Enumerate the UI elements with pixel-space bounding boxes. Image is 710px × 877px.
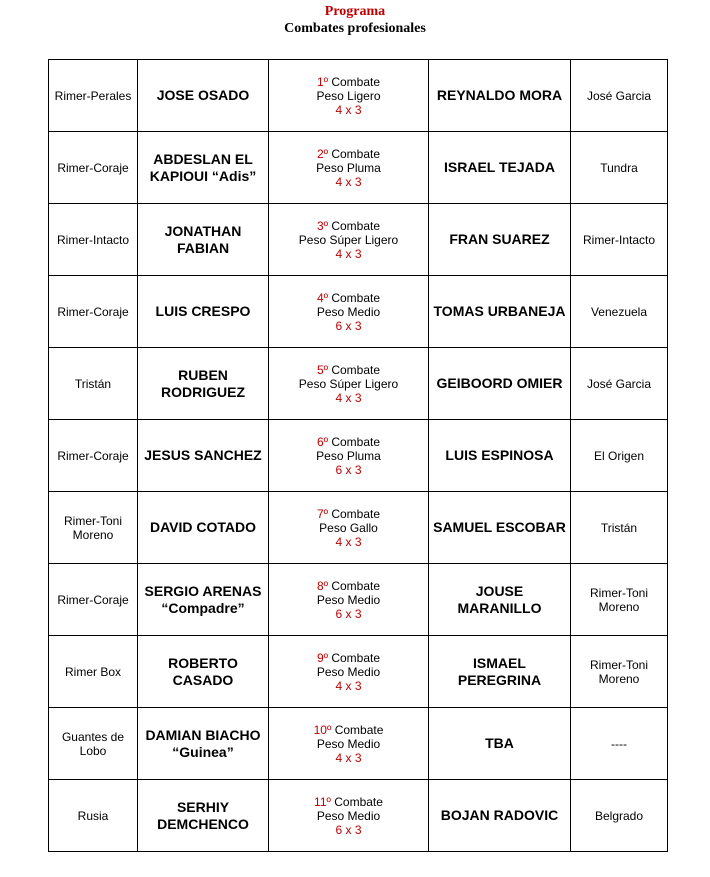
bout-label: Combate — [331, 218, 381, 233]
club-red-corner — [49, 708, 138, 780]
club-a-text: Rimer-Coraje — [57, 592, 129, 607]
fighter-a-name: JESUS SANCHEZ — [144, 447, 262, 463]
fighter-red-corner — [138, 348, 269, 420]
club-b-text: Tundra — [600, 160, 638, 175]
document-header — [0, 3, 710, 37]
fighter-blue-corner — [429, 348, 571, 420]
fighter-blue-corner — [429, 204, 571, 276]
rounds: 4 x 3 — [335, 246, 362, 261]
bout-label: Combate — [331, 290, 381, 305]
bout-info — [269, 636, 429, 708]
rounds: 4 x 3 — [335, 102, 362, 117]
fighter-a-name: LUIS CRESPO — [155, 303, 251, 319]
club-blue-corner — [571, 564, 668, 636]
fighter-b-name: ISMAEL PEREGRINA — [457, 654, 542, 688]
fighter-a-name: RUBEN RODRIGUEZ — [161, 366, 245, 400]
club-a-text: Rimer-Coraje — [57, 160, 129, 175]
bout-row — [49, 492, 668, 564]
fighter-red-corner — [138, 564, 269, 636]
weight-class: Peso Medio — [316, 304, 381, 319]
bout-row — [49, 276, 668, 348]
fighter-red-corner — [138, 708, 269, 780]
fighter-a-name: JOSE OSADO — [156, 87, 250, 103]
bout-number: 7º — [316, 506, 328, 521]
club-red-corner — [49, 564, 138, 636]
fighter-red-corner — [138, 420, 269, 492]
club-red-corner — [49, 60, 138, 132]
club-blue-corner — [571, 636, 668, 708]
club-b-text: Rimer-Toni Moreno — [589, 657, 648, 686]
bout-info — [269, 276, 429, 348]
club-red-corner — [49, 492, 138, 564]
fighter-red-corner — [138, 204, 269, 276]
fighter-blue-corner — [429, 492, 571, 564]
weight-class: Peso Ligero — [316, 88, 381, 103]
club-blue-corner — [571, 708, 668, 780]
bout-number: 3º — [316, 218, 328, 233]
bout-row — [49, 204, 668, 276]
rounds: 4 x 3 — [335, 390, 362, 405]
bout-number: 11º — [314, 794, 331, 809]
fighter-blue-corner — [429, 636, 571, 708]
club-a-text: Guantes de Lobo — [61, 729, 125, 758]
fighter-red-corner — [138, 492, 269, 564]
fighter-a-name: ABDESLAN EL KAPIOUI “Adis” — [149, 150, 257, 184]
rounds: 4 x 3 — [335, 174, 362, 189]
fighter-blue-corner — [429, 60, 571, 132]
club-b-text: Belgrado — [594, 808, 644, 823]
bout-info — [269, 564, 429, 636]
club-blue-corner — [571, 348, 668, 420]
club-blue-corner — [571, 780, 668, 852]
bout-info — [269, 132, 429, 204]
rounds: 4 x 3 — [335, 534, 362, 549]
bout-row — [49, 60, 668, 132]
bout-number: 6º — [316, 434, 328, 449]
fighter-b-name: REYNALDO MORA — [436, 87, 563, 103]
club-blue-corner — [571, 204, 668, 276]
rounds: 4 x 3 — [335, 678, 362, 693]
weight-class: Peso Medio — [316, 664, 381, 679]
rounds: 6 x 3 — [335, 822, 362, 837]
club-a-text: Rimer-Coraje — [57, 304, 129, 319]
bout-row — [49, 348, 668, 420]
bout-number: 2º — [316, 146, 328, 161]
bout-label: Combate — [331, 506, 381, 521]
bout-row — [49, 780, 668, 852]
fighter-red-corner — [138, 636, 269, 708]
fighter-a-name: ROBERTO CASADO — [168, 654, 238, 688]
weight-class: Peso Medio — [316, 808, 381, 823]
club-red-corner — [49, 780, 138, 852]
club-b-text: Tristán — [600, 520, 638, 535]
bout-label: Combate — [331, 578, 381, 593]
fighter-b-name: SAMUEL ESCOBAR — [433, 519, 566, 535]
club-a-text: Rimer-Toni Moreno — [63, 513, 122, 542]
fighter-b-name: GEIBOORD OMIER — [436, 375, 563, 391]
club-blue-corner — [571, 420, 668, 492]
bout-info — [269, 420, 429, 492]
club-b-text: El Origen — [593, 448, 645, 463]
bout-row — [49, 708, 668, 780]
fighter-blue-corner — [429, 564, 571, 636]
bout-label: Combate — [334, 722, 384, 737]
club-a-text: Rimer-Intacto — [56, 232, 130, 247]
bout-label: Combate — [331, 74, 381, 89]
bout-row — [49, 132, 668, 204]
document-title: Programa — [324, 4, 386, 19]
club-red-corner — [49, 204, 138, 276]
club-b-text: José Garcia — [586, 376, 652, 391]
club-a-text: Tristán — [74, 376, 112, 391]
rounds: 6 x 3 — [335, 606, 362, 621]
fighter-b-name: JOUSE MARANILLO — [457, 582, 542, 616]
weight-class: Peso Gallo — [319, 520, 378, 535]
bouts-table — [48, 59, 668, 852]
club-b-text: ---- — [611, 736, 627, 751]
bout-number: 10º — [313, 722, 332, 737]
bout-label: Combate — [334, 794, 383, 809]
bout-info — [269, 708, 429, 780]
club-b-text: Rimer-Intacto — [582, 232, 656, 247]
bout-label: Combate — [331, 146, 381, 161]
bout-label: Combate — [331, 362, 381, 377]
fighter-b-name: ISRAEL TEJADA — [444, 159, 555, 175]
bout-label: Combate — [331, 434, 381, 449]
club-a-text: Rimer Box — [64, 664, 121, 679]
weight-class: Peso Pluma — [316, 448, 381, 463]
rounds: 6 x 3 — [335, 318, 362, 333]
club-b-text: Rimer-Toni Moreno — [589, 585, 648, 614]
bout-info — [269, 492, 429, 564]
fighter-red-corner — [138, 276, 269, 348]
bout-number: 8º — [316, 578, 328, 593]
bout-number: 1º — [316, 74, 328, 89]
bout-number: 9º — [316, 650, 328, 665]
bout-label: Combate — [331, 650, 381, 665]
weight-class: Peso Súper Ligero — [298, 376, 399, 391]
fighter-a-name: SERGIO ARENAS “Compadre” — [144, 582, 262, 616]
club-b-text: José Garcia — [586, 88, 652, 103]
fighter-b-name: LUIS ESPINOSA — [445, 447, 554, 463]
club-red-corner — [49, 132, 138, 204]
club-a-text: Rimer-Perales — [54, 88, 132, 103]
fighter-blue-corner — [429, 780, 571, 852]
club-b-text: Venezuela — [590, 304, 648, 319]
fighter-blue-corner — [429, 708, 571, 780]
club-red-corner — [49, 276, 138, 348]
fighter-red-corner — [138, 60, 269, 132]
fighter-red-corner — [138, 780, 269, 852]
weight-class: Peso Medio — [316, 592, 381, 607]
rounds: 4 x 3 — [335, 750, 362, 765]
bout-row — [49, 636, 668, 708]
fighter-b-name: BOJAN RADOVIC — [440, 807, 559, 823]
club-red-corner — [49, 420, 138, 492]
fighter-blue-corner — [429, 420, 571, 492]
fighter-a-name: JONATHAN FABIAN — [164, 222, 242, 256]
bout-row — [49, 420, 668, 492]
bout-info — [269, 60, 429, 132]
bout-number: 5º — [316, 362, 328, 377]
weight-class: Peso Medio — [316, 736, 381, 751]
fighter-b-name: TBA — [485, 735, 514, 751]
club-a-text: Rimer-Coraje — [57, 448, 129, 463]
fighter-red-corner — [138, 132, 269, 204]
fighter-b-name: TOMAS URBANEJA — [433, 303, 566, 319]
club-blue-corner — [571, 492, 668, 564]
rounds: 6 x 3 — [335, 462, 362, 477]
club-blue-corner — [571, 132, 668, 204]
bout-number: 4º — [316, 290, 328, 305]
fighter-a-name: DAVID COTADO — [149, 519, 257, 535]
bout-info — [269, 780, 429, 852]
fighter-a-name: DAMIAN BIACHO “Guinea” — [145, 726, 261, 760]
fighter-a-name: SERHIY DEMCHENCO — [157, 798, 249, 832]
club-blue-corner — [571, 60, 668, 132]
weight-class: Peso Pluma — [316, 160, 381, 175]
fighter-blue-corner — [429, 276, 571, 348]
club-red-corner — [49, 348, 138, 420]
document-subtitle: Combates profesionales — [284, 21, 426, 36]
weight-class: Peso Súper Ligero — [298, 232, 399, 247]
fighter-b-name: FRAN SUAREZ — [449, 231, 550, 247]
bouts-table-body — [49, 60, 668, 852]
bout-info — [269, 348, 429, 420]
bout-info — [269, 204, 429, 276]
fighter-blue-corner — [429, 132, 571, 204]
club-red-corner — [49, 636, 138, 708]
bout-row — [49, 564, 668, 636]
club-a-text: Rusia — [77, 808, 109, 823]
club-blue-corner — [571, 276, 668, 348]
